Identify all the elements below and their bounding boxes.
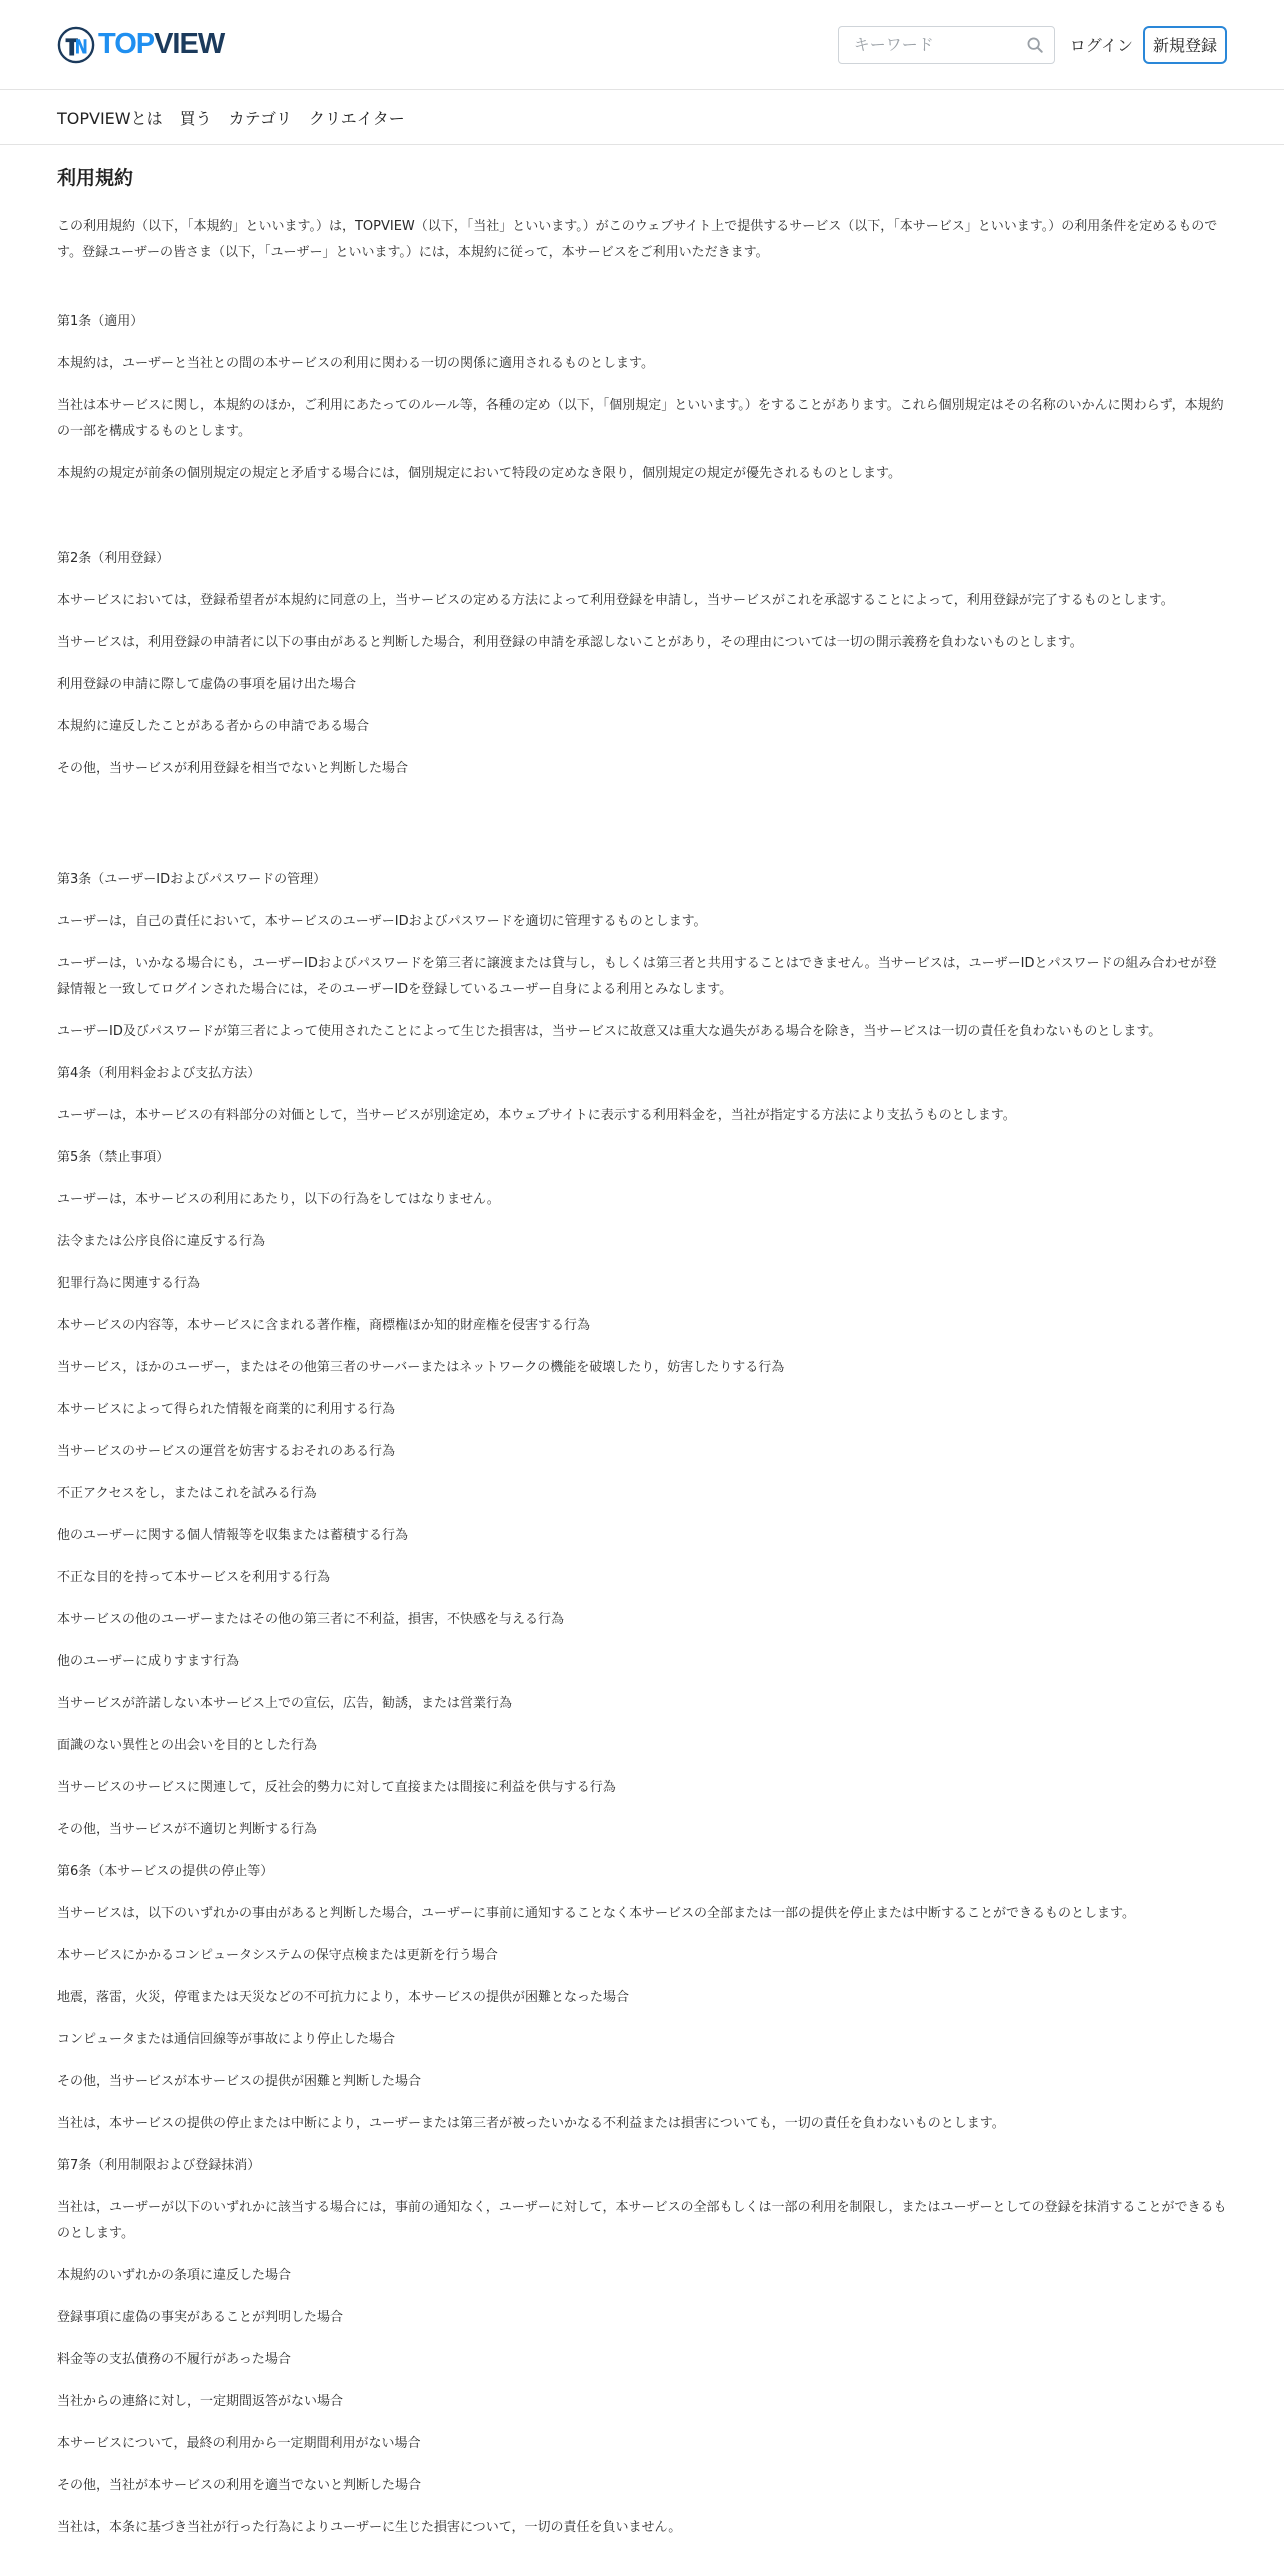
intro-paragraph: この利用規約（以下，「本規約」といいます。）は，TOPVIEW（以下，「当社」といいます。）がこのウェブサイト上で提供するサービス（以下，「本サービス」といいます。）の利用条件を定めるものです。登録ユーザーの皆さま（以下，「ユーザー」といいます。）には，本規約に従って，本サービスをご利用いただきます。 (57, 219, 1218, 260)
list-item: コンピュータまたは通信回線等が事故により停止した場合 (57, 2032, 396, 2047)
list-item: 本規約のいずれかの条項に違反した場合 (57, 2268, 292, 2283)
list-item: 他のユーザーに成りすます行為 (57, 1654, 240, 1669)
list-item: 法令または公序良俗に違反する行為 (57, 1234, 266, 1249)
site-header (0, 0, 1284, 90)
nav-item-category[interactable]: カテゴリ (228, 108, 293, 128)
article-paragraph: 当サービスは，以下のいずれかの事由があると判断した場合，ユーザーに事前に通知することなく本サービスの全部または一部の提供を停止または中断することができるものとします。 (57, 1906, 1135, 1921)
article-heading: 第4条（利用料金および支払方法） (57, 1066, 261, 1081)
article-paragraph: 当社は本サービスに関し，本規約のほか，ご利用にあたってのルール等，各種の定め（以下，「個別規定」といいます。）をすることがあります。これら個別規定はその名称のいかんに関わらず，本規約の一部を構成するものとします。 (57, 398, 1224, 439)
list-item: 本サービスの内容等，本サービスに含まれる著作権，商標権ほか知的財産権を侵害する行為 (57, 1318, 591, 1333)
article-paragraph: 当社は，ユーザーが以下のいずれかに該当する場合には，事前の通知なく，ユーザーに対して，本サービスの全部もしくは一部の利用を制限し，またはユーザーとしての登録を抹消することができるものとします。 (57, 2200, 1227, 2241)
article-heading: 第6条（本サービスの提供の停止等） (57, 1864, 274, 1879)
article-paragraph: ユーザーは，本サービスの利用にあたり，以下の行為をしてはなりません。 (57, 1192, 500, 1207)
article-paragraph: 当社は，本サービスの提供の停止または中断により，ユーザーまたは第三者が被ったいかなる不利益または損害についても，一切の責任を負わないものとします。 (57, 2116, 1005, 2131)
list-item: その他，当サービスが本サービスの提供が困難と判断した場合 (57, 2074, 422, 2089)
list-item: 登録事項に虚偽の事実があることが判明した場合 (57, 2310, 344, 2325)
search-icon[interactable] (1026, 36, 1044, 54)
logo-wordmark: TOPVIEW (98, 28, 225, 60)
topview-logo[interactable] (57, 26, 224, 64)
terms-content (0, 145, 1284, 2541)
signup-button[interactable]: 新規登録 (1143, 26, 1227, 64)
list-item: 面識のない異性との出会いを目的とした行為 (57, 1738, 318, 1753)
list-item: 本規約に違反したことがある者からの申請である場合 (57, 719, 370, 734)
article-paragraph: ユーザーは，本サービスの有料部分の対価として，当サービスが別途定め，本ウェブサイトに表示する利用料金を，当社が指定する方法により支払うものとします。 (57, 1108, 1016, 1123)
article-heading: 第2条（利用登録） (57, 551, 170, 566)
list-item: 本サービスによって得られた情報を商業的に利用する行為 (57, 1402, 396, 1417)
list-item: 当社からの連絡に対し，一定期間返答がない場合 (57, 2394, 344, 2409)
article-paragraph: 本規約は，ユーザーと当社との間の本サービスの利用に関わる一切の関係に適用されるものとします。 (57, 356, 654, 371)
article-heading: 第7条（利用制限および登録抹消） (57, 2158, 261, 2173)
list-item: 当サービスが許諾しない本サービス上での宣伝，広告，勧誘，または営業行為 (57, 1696, 513, 1711)
article-paragraph: 当サービスは，利用登録の申請者に以下の事由があると判断した場合，利用登録の申請を承認しないことがあり，その理由については一切の開示義務を負わないものとします。 (57, 635, 1083, 650)
list-item: 利用登録の申請に際して虚偽の事項を届け出た場合 (57, 677, 357, 692)
search-input[interactable] (852, 34, 1026, 55)
list-item: 犯罪行為に関連する行為 (57, 1276, 201, 1291)
article-paragraph: ユーザーID及びパスワードが第三者によって使用されたことによって生じた損害は，当サービスに故意又は重大な過失がある場合を除き，当サービスは一切の責任を負わないものとします。 (57, 1024, 1162, 1039)
article-paragraph: ユーザーは，いかなる場合にも，ユーザーIDおよびパスワードを第三者に譲渡または貸与し，もしくは第三者と共用することはできません。当サービスは，ユーザーIDとパスワードの組み合わせが登録情報と一致してログインされた場合には，そのユーザーIDを登録しているユーザー自身による利用とみなします。 (57, 956, 1217, 997)
list-item: その他，当サービスが不適切と判断する行為 (57, 1822, 318, 1837)
article-paragraph: ユーザーは，自己の責任において，本サービスのユーザーIDおよびパスワードを適切に管理するものとします。 (57, 914, 707, 929)
list-item: 当サービスのサービスに関連して，反社会的勢力に対して直接または間接に利益を供与する行為 (57, 1780, 616, 1795)
list-item: 本サービスにかかるコンピュータシステムの保守点検または更新を行う場合 (57, 1948, 498, 1963)
page-title: 利用規約 (57, 167, 134, 189)
topview-logo-icon (57, 26, 95, 64)
nav-item-creator[interactable]: クリエイター (309, 108, 405, 128)
search-box (838, 26, 1055, 64)
header-actions (838, 26, 1227, 64)
list-item: その他，当サービスが利用登録を相当でないと判断した場合 (57, 761, 409, 776)
list-item: 当サービスのサービスの運営を妨害するおそれのある行為 (57, 1444, 396, 1459)
list-item: 地震，落雷，火災，停電または天災などの不可抗力により，本サービスの提供が困難となった場合 (57, 1990, 630, 2005)
article-paragraph: 本サービスにおいては，登録希望者が本規約に同意の上，当サービスの定める方法によって利用登録を申請し，当サービスがこれを承認することによって，利用登録が完了するものとします。 (57, 593, 1174, 608)
article-heading: 第3条（ユーザーIDおよびパスワードの管理） (57, 872, 327, 887)
nav-item-buy[interactable]: 買う (179, 108, 212, 128)
list-item: 他のユーザーに関する個人情報等を収集または蓄積する行為 (57, 1528, 409, 1543)
article-paragraph: 当社は，本条に基づき当社が行った行為によりユーザーに生じた損害について，一切の責任を負いません。 (57, 2520, 682, 2535)
list-item: 不正アクセスをし，またはこれを試みる行為 (57, 1486, 317, 1501)
list-item: 当サービス，ほかのユーザー，またはその他第三者のサーバーまたはネットワークの機能を破壊したり，妨害したりする行為 (57, 1360, 785, 1375)
main-nav (0, 90, 1284, 145)
article-paragraph: 本規約の規定が前条の個別規定の規定と矛盾する場合には，個別規定において特段の定めなき限り，個別規定の規定が優先されるものとします。 (57, 466, 901, 481)
login-link[interactable]: ログイン (1069, 36, 1133, 55)
list-item: 料金等の支払債務の不履行があった場合 (57, 2352, 291, 2367)
article-heading: 第5条（禁止事項） (57, 1150, 170, 1165)
list-item: 本サービスについて，最終の利用から一定期間利用がない場合 (57, 2436, 421, 2451)
list-item: 本サービスの他のユーザーまたはその他の第三者に不利益，損害，不快感を与える行為 (57, 1612, 565, 1627)
article-heading: 第1条（適用） (57, 314, 144, 329)
list-item: 不正な目的を持って本サービスを利用する行為 (57, 1570, 331, 1585)
nav-item-about[interactable]: TOPVIEWとは (57, 108, 163, 128)
list-item: その他，当社が本サービスの利用を適当でないと判断した場合 (57, 2478, 422, 2493)
